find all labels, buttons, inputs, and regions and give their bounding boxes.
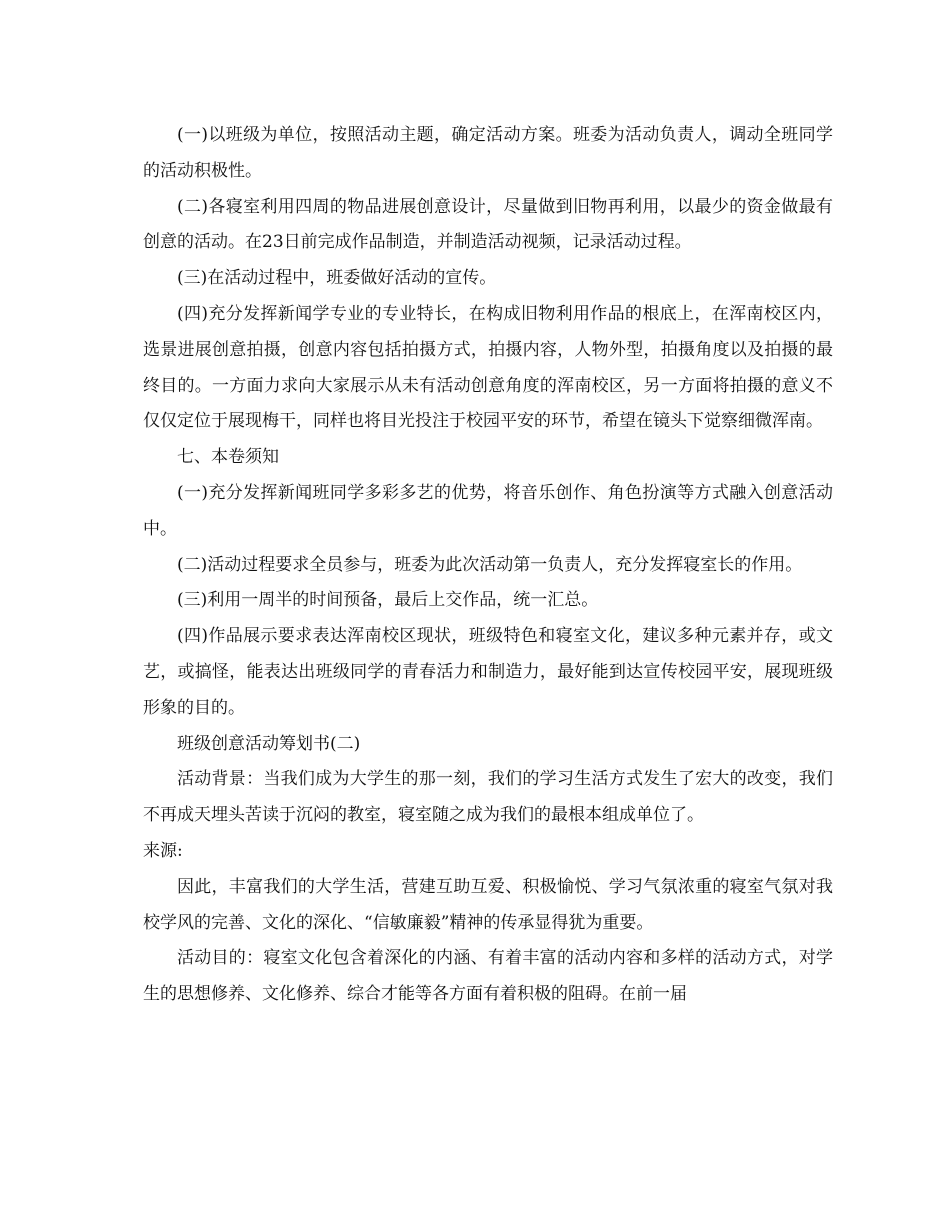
paragraph-purpose: 活动目的：寝室文化包含着深化的内涵、有着丰富的活动内容和多样的活动方式，对学生的思想修养、文化修养、综合才能等各方面有着积极的阻碍。在前一届 (143, 948, 833, 1005)
document-body (143, 118, 833, 1013)
paragraph-3: (三)在活动过程中，班委做好活动的宣传。 (177, 268, 497, 289)
paragraph-8: (四)作品展示要求表达浑南校区现状，班级特色和寝室文化，建议多种元素并存，或文艺，或搞怪，能表达出班级同学的青春活力和制造力，最好能到达宣传校园平安，展现班级形象的目的。 (143, 626, 833, 718)
document-subtitle: 班级创意活动筹划书(二) (177, 733, 361, 754)
paragraph-5: (一)充分发挥新闻班同学多彩多艺的优势，将音乐创作、角色扮演等方式融入创意活动中。 (143, 482, 833, 539)
paragraph-2: (二)各寝室利用四周的物品进展创意设计，尽量做到旧物再利用，以最少的资金做最有创意的活动。在23日前完成作品制造，并制造活动视频，记录活动过程。 (143, 196, 833, 253)
paragraph-6: (二)活动过程要求全员参与，班委为此次活动第一负责人，充分发挥寝室长的作用。 (177, 554, 803, 575)
paragraph-background: 活动背景：当我们成为大学生的那一刻，我们的学习生活方式发生了宏大的改变，我们不再成天埋头苦读于沉闷的教室，寝室随之成为我们的最根本组成单位了。 (143, 769, 833, 826)
source-label: 来源: (143, 840, 183, 861)
section-heading-notes: 七、本卷须知 (177, 447, 279, 468)
paragraph-1: (一)以班级为单位，按照活动主题，确定活动方案。班委为活动负责人，调动全班同学的活动积极性。 (143, 125, 833, 181)
paragraph-7: (三)利用一周半的时间预备，最后上交作品，统一汇总。 (177, 590, 599, 611)
paragraph-4: (四)充分发挥新闻学专业的专业特长，在构成旧物利用作品的根底上，在浑南校区内，选景进展创意拍摄，创意内容包括拍摄方式，拍摄内容，人物外型，拍摄角度以及拍摄的最终目的。一方面力求向大家展示从未有活动创意角度的浑南校区，另一方面将拍摄的意义不仅仅定位于展现梅干，同样也将目光投注于校园平安的环节，希望在镜头下觉察细微浑南。 (143, 303, 833, 432)
paragraph-therefore: 因此，丰富我们的大学生活，营建互助互爱、积极愉悦、学习气氛浓重的寝室气氛对我校学风的完善、文化的深化、“信敏廉毅”精神的传承显得犹为重要。 (143, 876, 833, 933)
